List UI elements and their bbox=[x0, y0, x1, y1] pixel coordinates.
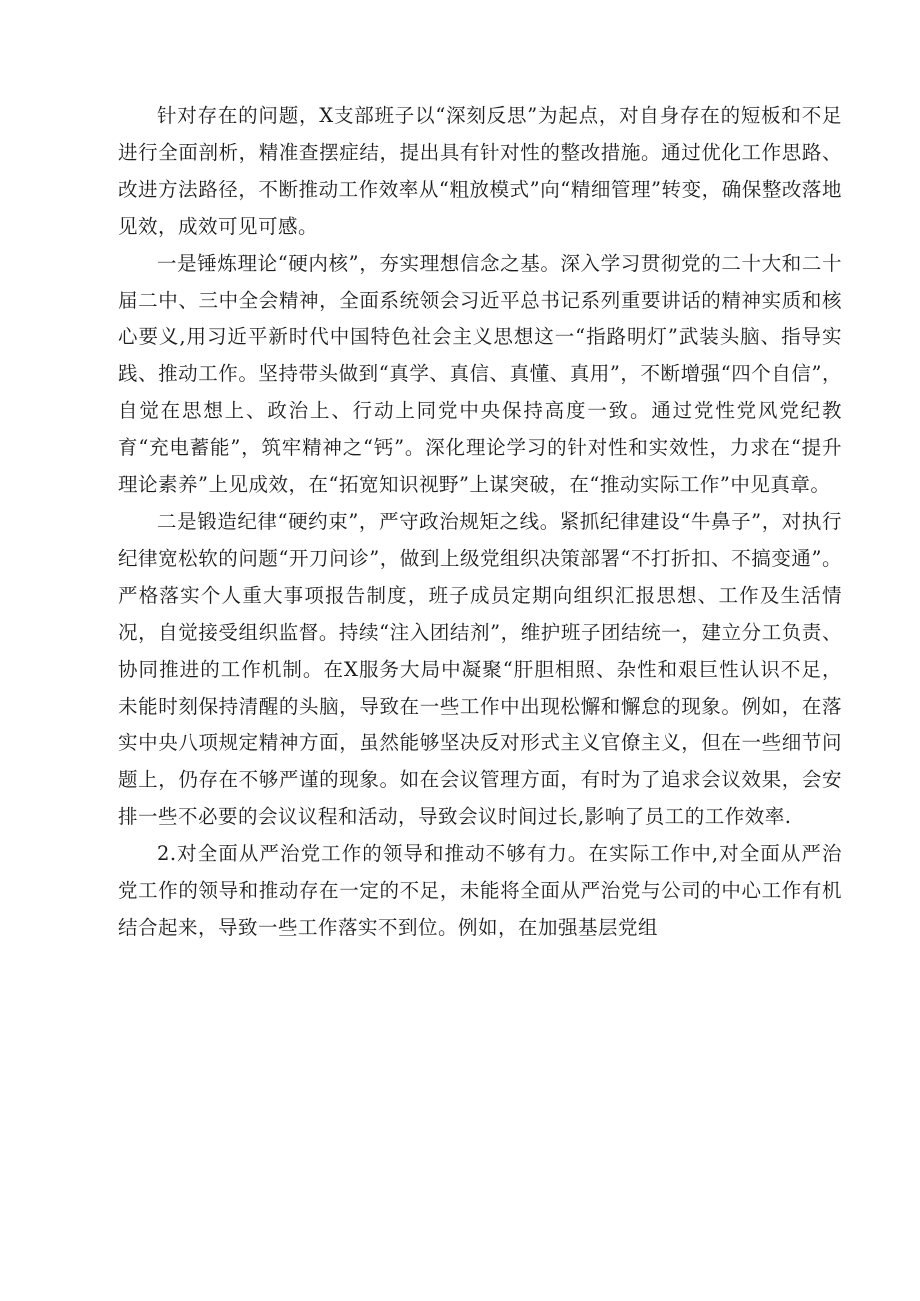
paragraph-discipline: 二是锻造纪律“硬约束”，严守政治规矩之线。紧抓纪律建设“牛鼻子”，对执行纪律宽松软的问题“开刀问诊”，做到上级党组织决策部署“不打折扣、不搞变通”。严格落实个人重大事项报告制度，班子成员定期向组织汇报思想、工作及生活情况，自觉接受组织监督。持续“注入团结剂”，维护班子团结统一，建立分工负责、协同推进的工作机制。在X服务大局中凝聚“肝胆相照、杂性和艰巨性认识不足，未能时刻保持清醒的头脑，导致在一些工作中出现松懈和懈怠的现象。例如，在落实中央八项规定精神方面，虽然能够坚决反对形式主义官僚主义，但在一些细节问题上，仍存在不够严谨的现象。如在会议管理方面，有时为了追求会议效果，会安排一些不必要的会议议程和活动，导致会议时间过长,影响了员工的工作效率. bbox=[118, 509, 842, 829]
paragraph-theory: 一是锤炼理论“硬内核”，夯实理想信念之基。深入学习贯彻党的二十大和二十届二中、三中全会精神，全面系统领会习近平总书记系列重要讲话的精神实质和核心要义,用习近平新时代中国特色社会主义思想这一“指路明灯”武装头脑、指导实践、推动工作。坚持带头做到“真学、真信、真懂、真用”，不断增强“四个自信”，自觉在思想上、政治上、行动上同党中央保持高度一致。通过党性党风党纪教育“充电蓄能”，筑牢精神之“钙”。深化理论学习的针对性和实效性，力求在“提升理论素养”上见成效，在“拓宽知识视野”上谋突破，在“推动实际工作”中见真章。 bbox=[118, 251, 842, 497]
paragraph-leadership: 2.对全面从严治党工作的领导和推动不够有力。在实际工作中,对全面从严治党工作的领导和推动存在一定的不足，未能将全面从严治党与公司的中心工作有机结合起来，导致一些工作落实不到位。例如，在加强基层党组 bbox=[118, 842, 842, 939]
document-body bbox=[118, 98, 842, 947]
paragraph-intro: 针对存在的问题，X支部班子以“深刻反思”为起点，对自身存在的短板和不足进行全面剖析，精准查摆症结，提出具有针对性的整改措施。通过优化工作思路、改进方法路径，不断推动工作效率从“粗放模式”向“精细管理”转变，确保整改落地见效，成效可见可感。 bbox=[118, 104, 842, 238]
